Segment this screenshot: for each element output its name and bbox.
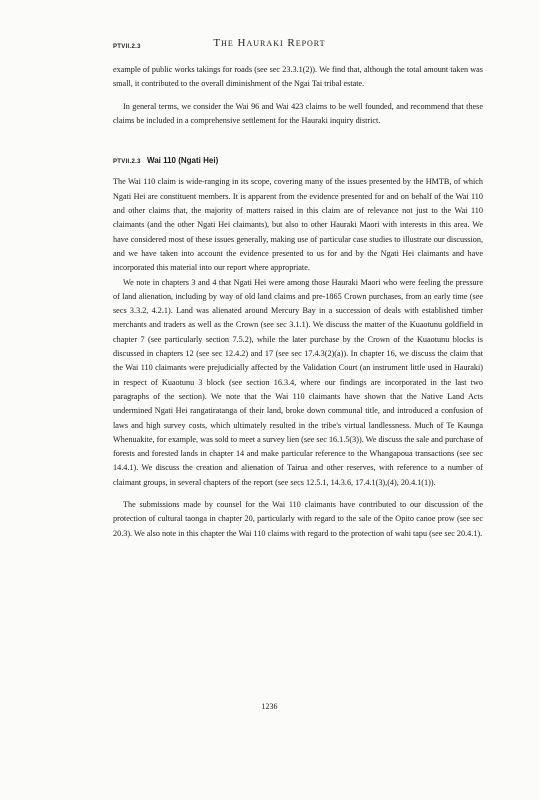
body-text [113, 63, 483, 541]
section-heading [113, 154, 483, 169]
section-title: Wai 110 (Ngati Hei) [146, 156, 219, 166]
paragraph: The submissions made by counsel for the Wai 110 claimants have contributed to our discussion of the protection of cultural taonga in chapter 20, particularly with regard to the sale of the Opito canoe prow (see sec 20.3). We also note in this chapter the Wai 110 claims with regard to the protection of wahi tapu (see sec 20.4.1). [113, 500, 483, 538]
paragraph: example of public works takings for roads (see sec 23.3.1(2)). We find that, although the total amount taken was small, it contributed to the overall diminishment of the Ngai Tai tribal estate. [113, 65, 483, 89]
section-ref: PTVII.2.3 [113, 159, 141, 166]
running-title: The Hauraki Report [213, 37, 326, 49]
paragraph: The Wai 110 claim is wide-ranging in its scope, covering many of the issues presented by the HMTB, of which Ngati Hei are constituent members. It is apparent from the evidence presented for and on behalf of the Wai 110 and other claims that, the majority of matters raised in this claim are of relevance not just to the Wai 110 claimants (and the other Ngati Hei claimants), but also to other Hauraki Maori with interests in this area. We have considered most of these issues generally, making use of particular case studies to illustrate our discussion, and we have taken into account the evidence presented to us for and by the Ngati Hei claimants and have incorporated this material into our report where appropriate. [113, 177, 483, 273]
page-number: 1236 [261, 702, 278, 711]
paragraph: In general terms, we consider the Wai 96 and Wai 423 claims to be well founded, and recommend that these claims be included in a comprehensive settlement for the Hauraki inquiry district. [113, 101, 483, 125]
paragraph: We note in chapters 3 and 4 that Ngati Hei were among those Hauraki Maori who were feeling the pressure of land alienation, including by way of old land claims and pre-1865 Crown purchases, from an early time (see secs 3.3.2, 4.2.1). Land was alienated around Mercury Bay in a succession of deals with established timber merchants and traders as well as the Crown (see sec 3.1.1). We discuss the matter of the Kuaotunu goldfield in chapter 7 (see particularly section 7.5.2), while the later purchase by the Crown of the Kuaotunu blocks is discussed in chapters 12 (see sec 12.4.2) and 17 (see sec 17.4.3(2)(a)). In chapter 16, we discuss the claim that the Wai 110 claimants were prejudicially affected by the Validation Court (an instrument little used in Hauraki) in respect of Kuaotunu 3 block (see section 16.3.4, where our findings are incorporated in the last two paragraphs of the section). We note that the Wai 110 claimants have shown that the Native Land Acts undermined Ngati Hei rangatiratanga of their land, broke down communal title, and introduced a confusion of laws and high survey costs, which ultimately resulted in the tribe's virtual landlessness. Much of Te Kaunga Whenuakite, for example, was sold to meet a survey lien (see sec 16.1.5(3)). We discuss the sale and purchase of forests and forested lands in chapter 14 and make particular reference to the Whangapoua transactions (see sec 14.4.1). We discuss the creation and alienation of Tairua and other reserves, with reference to a number of claimant groups, in several chapters of the report (see secs 12.5.1, 14.3.6, 17.4.1(3),(4), 20.4.1(1)). [113, 277, 483, 487]
header-section-ref: PTVII.2.3 [113, 44, 141, 50]
